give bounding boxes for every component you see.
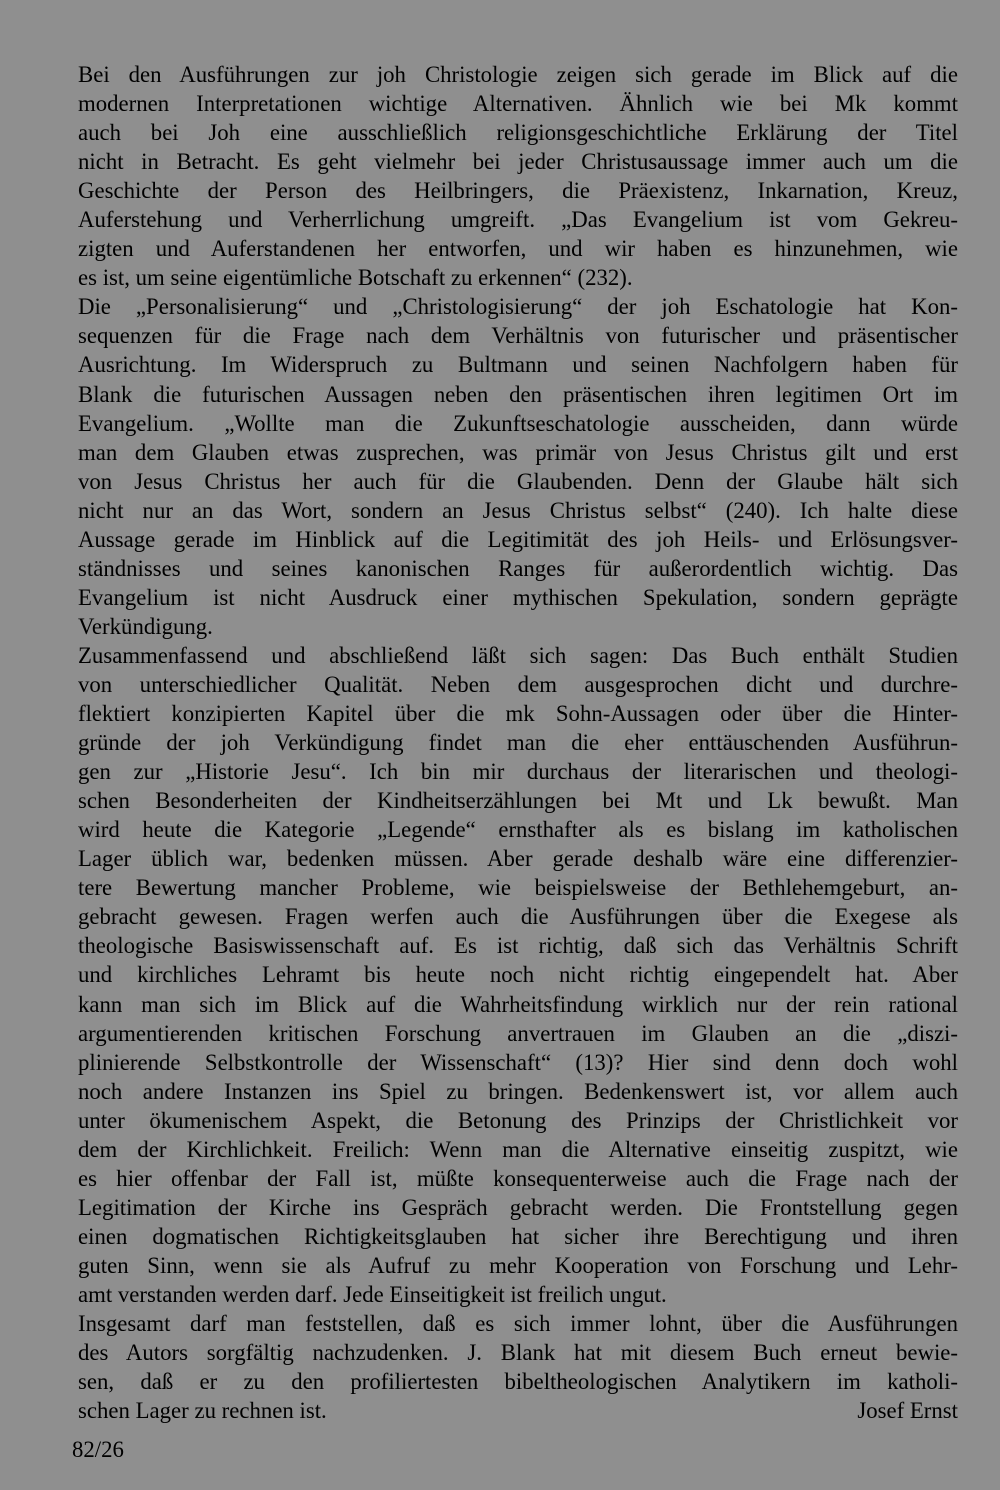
text-line: nicht nur an das Wort, sondern an Jesus Christus selbst“ (240). Ich halte diese [78, 497, 958, 523]
paragraph-4 [78, 1309, 958, 1425]
text-line: gebracht gewesen. Fragen werfen auch die Ausführungen über die Exegese als [78, 904, 958, 930]
text-line: Die „Personalisierung“ und „Christologisierung“ der joh Eschatologie hat Kon- [78, 294, 958, 320]
text-line: Geschichte der Person des Heilbringers, die Präexistenz, Inkarnation, Kreuz, [78, 178, 958, 204]
text-line: tere Bewertung mancher Probleme, wie beispielsweise der Bethlehemgeburt, an- [78, 875, 958, 901]
paragraph-3 [78, 641, 958, 1309]
text-line: Evangelium. „Wollte man die Zukunftseschatologie ausscheiden, dann würde [78, 410, 958, 436]
text-line: sequenzen für die Frage nach dem Verhältnis von futurischer und präsentischer [78, 323, 958, 349]
text-line: es ist, um seine eigentümliche Botschaft zu erkennen“ (232). [78, 265, 633, 291]
text-line: nicht in Betracht. Es geht vielmehr bei jeder Christusaussage immer auch um die [78, 149, 958, 175]
text-line: flektiert konzipierten Kapitel über die mk Sohn-Aussagen oder über die Hinter- [78, 701, 958, 727]
text-line: Ausrichtung. Im Widerspruch zu Bultmann und seinen Nachfolgern haben für [78, 352, 958, 378]
text-line: gen zur „Historie Jesu“. Ich bin mir durchaus der literarischen und theologi- [78, 759, 958, 785]
text-line: unter ökumenischem Aspekt, die Betonung des Prinzips der Christlichkeit vor [78, 1107, 958, 1133]
text-line: guten Sinn, wenn sie als Aufruf zu mehr Kooperation von Forschung und Lehr- [78, 1252, 958, 1278]
text-line: Aussage gerade im Hinblick auf die Legitimität des joh Heils- und Erlösungsver- [78, 526, 958, 552]
text-line: Evangelium ist nicht Ausdruck einer mythischen Spekulation, sondern geprägte [78, 584, 958, 610]
text-line: Bei den Ausführungen zur joh Christologie zeigen sich gerade im Blick auf die [78, 62, 958, 87]
paragraph-2 [78, 292, 958, 641]
text-line: sen, daß er zu den profiliertesten bibeltheologischen Analytikern im katholi- [78, 1369, 958, 1395]
review-body [78, 60, 958, 1425]
text-line: es hier offenbar der Fall ist, müßte konsequenterweise auch die Frage nach der [78, 1165, 958, 1191]
text-line: von Jesus Christus her auch für die Glaubenden. Denn der Glaube hält sich [78, 468, 958, 494]
text-line: Blank die futurischen Aussagen neben den präsentischen ihren legitimen Ort im [78, 381, 958, 407]
text-line: theologische Basiswissenschaft auf. Es ist richtig, daß sich das Verhältnis Schrift [78, 933, 958, 959]
closing-text: schen Lager zu rechnen ist. [78, 1398, 327, 1424]
text-line: gründe der joh Verkündigung findet man die eher enttäuschenden Ausführun- [78, 730, 958, 756]
text-line: Verkündigung. [78, 613, 213, 639]
text-line: des Autors sorgfältig nachzudenken. J. Blank hat mit diesem Buch erneut bewie- [78, 1340, 958, 1366]
text-line: von unterschiedlicher Qualität. Neben dem ausgesprochen dicht und durchre- [78, 671, 958, 697]
text-line: noch andere Instanzen ins Spiel zu bringen. Bedenkenswert ist, vor allem auch [78, 1078, 958, 1104]
text-line: Legitimation der Kirche ins Gespräch gebracht werden. Die Frontstellung gegen [78, 1194, 958, 1220]
text-line: Auferstehung und Verherrlichung umgreift. „Das Evangelium ist vom Gekreu- [78, 207, 958, 233]
text-line: auch bei Joh eine ausschließlich religionsgeschichtliche Erklärung der Titel [78, 120, 958, 146]
paragraph-1 [78, 60, 958, 292]
text-line: argumentierenden kritischen Forschung anvertrauen im Glauben an die „diszi- [78, 1020, 958, 1046]
text-line: Insgesamt darf man feststellen, daß es sich immer lohnt, über die Ausführungen [78, 1311, 958, 1337]
text-line: Lager üblich war, bedenken müssen. Aber gerade deshalb wäre eine differenzier- [78, 846, 958, 872]
text-line: dem der Kirchlichkeit. Freilich: Wenn man die Alternative einseitig zuspitzt, wie [78, 1136, 958, 1162]
closing-line [78, 1396, 958, 1425]
text-line: zigten und Auferstandenen her entworfen, und wir haben es hinzunehmen, wie [78, 236, 958, 262]
text-line: einen dogmatischen Richtigkeitsglauben hat sicher ihre Berechtigung und ihren [78, 1223, 958, 1249]
text-line: und kirchliches Lehramt bis heute noch nicht richtig eingependelt hat. Aber [78, 962, 958, 988]
text-line: amt verstanden werden darf. Jede Einseitigkeit ist freilich ungut. [78, 1281, 667, 1307]
page-number: 82/26 [72, 1437, 124, 1462]
text-line: modernen Interpretationen wichtige Alternativen. Ähnlich wie bei Mk kommt [78, 91, 958, 117]
text-line: plinierende Selbstkontrolle der Wissenschaft“ (13)? Hier sind denn doch wohl [78, 1049, 958, 1075]
text-line: Zusammenfassend und abschließend läßt sich sagen: Das Buch enthält Studien [78, 642, 958, 668]
text-line: man dem Glauben etwas zusprechen, was primär von Jesus Christus gilt und erst [78, 439, 958, 465]
text-line: kann man sich im Blick auf die Wahrheitsfindung wirklich nur der rein rational [78, 991, 958, 1017]
text-line: wird heute die Kategorie „Legende“ ernsthafter als es bislang im katholischen [78, 817, 958, 843]
text-line: schen Besonderheiten der Kindheitserzählungen bei Mt und Lk bewußt. Man [78, 788, 958, 814]
author-signature: Josef Ernst [857, 1398, 958, 1424]
text-line: ständnisses und seines kanonischen Ranges für außerordentlich wichtig. Das [78, 555, 958, 581]
